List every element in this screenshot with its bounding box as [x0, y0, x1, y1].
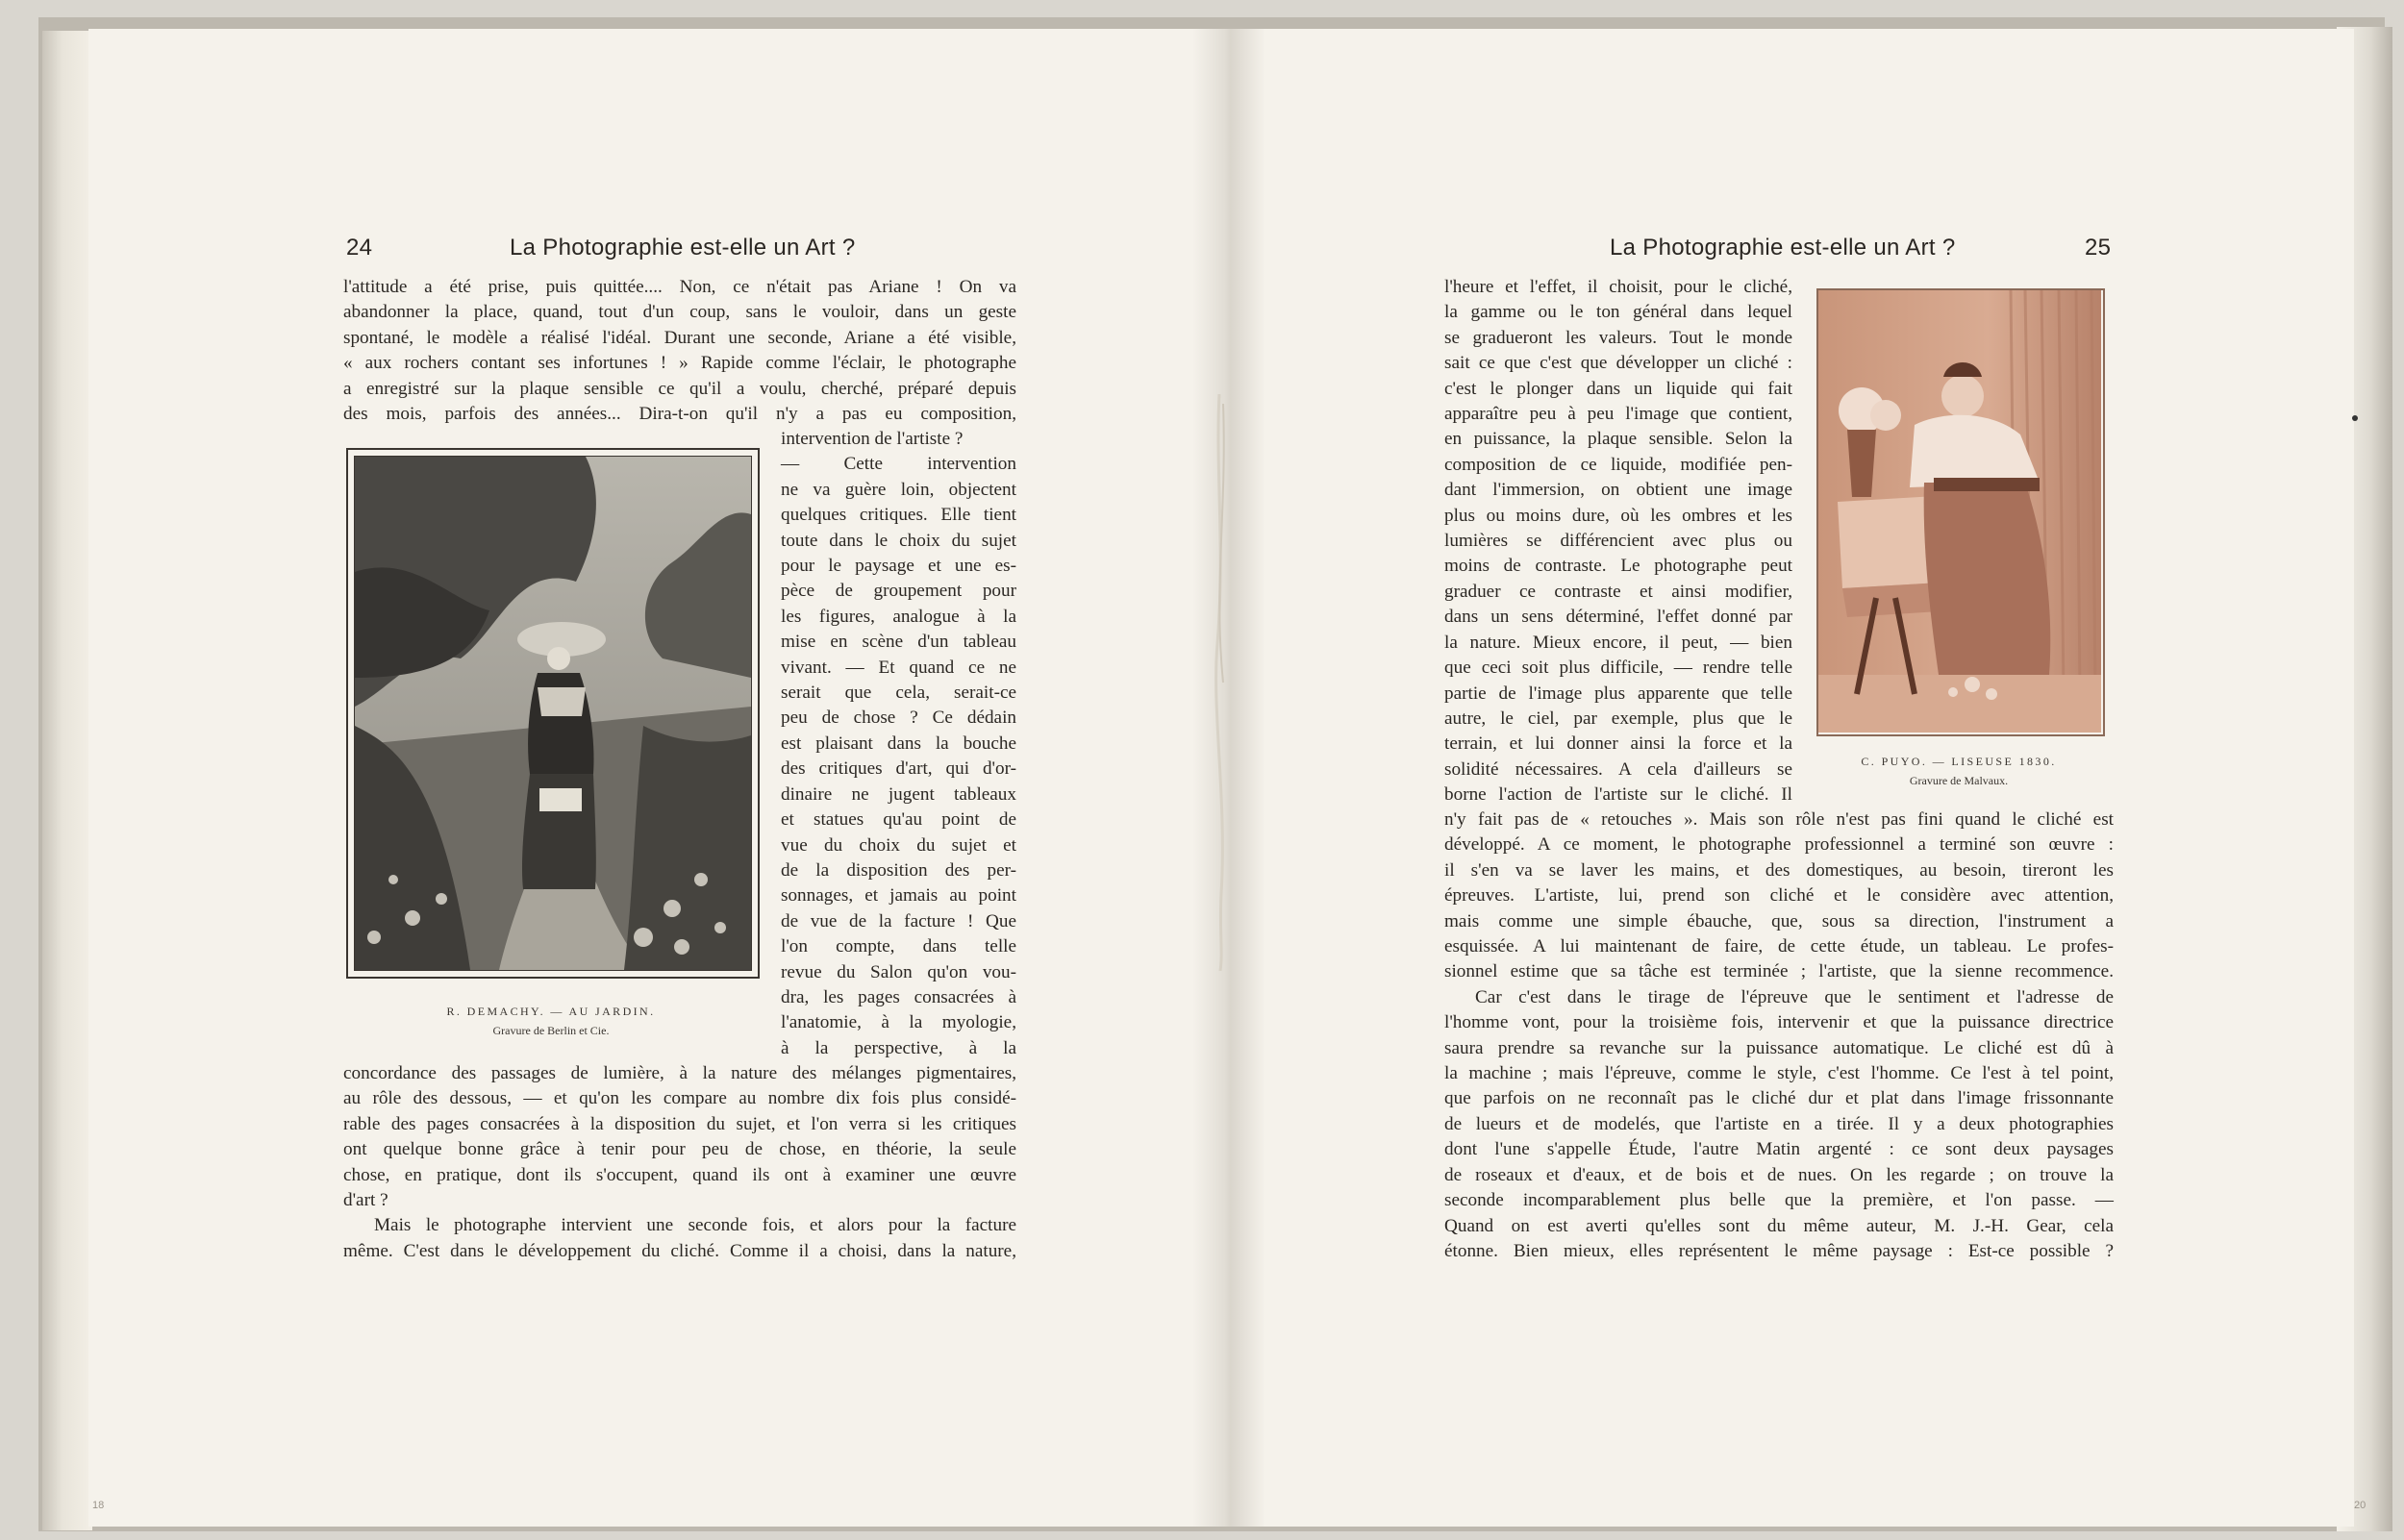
caption-engraver: Gravure de Malvaux. — [1909, 774, 2009, 787]
text-line: revue du Salon qu'on vou- — [781, 961, 1016, 982]
text-line: seconde incomparablement plus belle que la première, et l'on passe. — — [1444, 1190, 2114, 1211]
text-line: Car c'est dans le tirage de l'épreuve que le sentiment et l'adresse de — [1475, 986, 2114, 1007]
text-line: développé. A ce moment, le photographe professionnel a terminé son œuvre : — [1444, 834, 2114, 856]
text-line: esquissée. A lui maintenant de faire, de cette étude, un tableau. Le profes- — [1444, 936, 2114, 957]
text-line: composition de ce liquide, modifiée pen- — [1444, 454, 1792, 475]
reader-photograph — [1818, 290, 2101, 733]
text-line: la gamme ou le ton général dans lequel — [1444, 302, 1792, 323]
text-line: spontané, le modèle a réalisé l'idéal. Durant une seconde, Ariane a été visible, — [343, 327, 1016, 348]
text-line: étonne. Bien mieux, elles représentent le même paysage : Est-ce possible ? — [1444, 1240, 2114, 1261]
text-line: la machine ; mais l'épreuve, comme le style, c'est l'homme. Ce l'est à tel point, — [1444, 1063, 2114, 1084]
text-line: intervention de l'artiste ? — [781, 429, 964, 449]
text-line: des critiques d'art, qui d'or- — [781, 758, 1016, 780]
text-line: l'on compte, dans telle — [781, 936, 1016, 957]
text-line: au rôle des dessous, — et qu'on les compare au nombre dix fois plus considé- — [343, 1088, 1016, 1109]
margin-dot — [2352, 415, 2358, 421]
text-line: autre, le ciel, par exemple, plus que le — [1444, 708, 1792, 729]
text-line: quelques critiques. Elle tient — [781, 505, 1016, 526]
text-line: borne l'action de l'artiste sur le cliché. Il — [1444, 784, 1792, 806]
right-corner-mark: 20 — [2354, 1500, 2366, 1511]
text-line: Quand on est averti qu'elles sont du même auteur, M. J.-H. Gear, cela — [1444, 1215, 2114, 1236]
text-line: que ceci soit plus difficile, — rendre telle — [1444, 658, 1792, 679]
text-line: chose, en pratique, dont ils s'occupent, quand ils ont à examiner une œuvre — [343, 1164, 1016, 1185]
text-line: des mois, parfois des années... Dira-t-on qu'il n'y a pas eu composition, — [343, 404, 1016, 425]
text-line: d'art ? — [343, 1190, 388, 1211]
right-bottom-text — [1444, 807, 2114, 1264]
caption-engraver: Gravure de Berlin et Cie. — [492, 1024, 610, 1037]
text-line: la nature. Mieux encore, il peut, — bien — [1444, 632, 1792, 653]
text-line: vivant. — Et quand ce ne — [781, 657, 1016, 678]
text-line: de vue de la facture ! Que — [781, 910, 1016, 931]
text-line: concordance des passages de lumière, à la nature des mélanges pigmentaires, — [343, 1063, 1016, 1083]
caption-liseuse — [1816, 752, 2101, 790]
text-line: en puissance, la plaque sensible. Selon la — [1444, 429, 1792, 450]
left-corner-mark: 18 — [92, 1500, 105, 1511]
garden-photograph — [355, 457, 751, 970]
text-line: moins de contraste. Le photographe peut — [1444, 556, 1792, 577]
text-line: graduer ce contraste et ainsi modifier, — [1444, 581, 1792, 602]
text-line: c'est le plonger dans un liquide qui fait — [1444, 378, 1792, 399]
text-line: dont l'une s'appelle Étude, l'autre Matin argenté : ce sont deux paysages — [1444, 1139, 2114, 1160]
text-line: dra, les pages consacrées à — [781, 986, 1016, 1007]
text-line: terrain, et lui donner ainsi la force et la — [1444, 733, 1792, 755]
text-line: abandonner la place, quand, tout d'un coup, sans le vouloir, dans un geste — [343, 302, 1016, 323]
text-line: dans un sens déterminé, l'effet donné par — [1444, 607, 1792, 628]
text-line: ont quelque bonne grâce à tenir pour peu de chose, en théorie, la seule — [343, 1139, 1016, 1160]
text-line: l'anatomie, à la myologie, — [781, 1012, 1016, 1033]
text-line: mise en scène d'un tableau — [781, 632, 1016, 653]
left-bottom-text — [343, 1061, 1016, 1264]
text-line: il s'en va se laver les mains, et des domestiques, au besoin, tireront les — [1444, 859, 2114, 881]
left-page-edges — [42, 31, 92, 1530]
text-line: ne va guère loin, objectent — [781, 479, 1016, 500]
photo-au-jardin — [354, 456, 752, 971]
text-line: est plaisant dans la bouche — [781, 733, 1016, 754]
text-line: sonnages, et jamais au point — [781, 885, 1016, 907]
text-line: — Cette intervention — [781, 454, 1016, 475]
left-top-text — [343, 275, 1016, 427]
right-page-number: 25 — [2085, 235, 2112, 261]
text-line: solidité nécessaires. A cela d'ailleurs se — [1444, 758, 1792, 780]
text-line: sionnel estime que sa tâche est terminée ; l'artiste, que la sienne recommence. — [1444, 961, 2114, 982]
right-running-head: La Photographie est-elle un Art ? — [1610, 235, 1956, 261]
text-line: toute dans le choix du sujet — [781, 530, 1016, 551]
photo-liseuse — [1818, 290, 2101, 733]
text-line: apparaître peu à peu l'image que contient, — [1444, 404, 1792, 425]
text-line: partie de l'image plus apparente que telle — [1444, 683, 1792, 704]
left-side-column — [781, 427, 1016, 1061]
text-line: se gradueront les valeurs. Tout le monde — [1444, 327, 1792, 348]
figure-liseuse — [1816, 288, 2105, 736]
text-line: de lueurs et de modelés, que l'artiste en a tirée. Il y a deux photographies — [1444, 1113, 2114, 1134]
text-line: même. C'est dans le développement du cliché. Comme il a choisi, dans la nature, — [343, 1240, 1016, 1261]
text-line: plus ou moins dure, où les ombres et les — [1444, 505, 1792, 526]
text-line: a enregistré sur la plaque sensible ce qu'il a voulu, cherché, préparé depuis — [343, 378, 1016, 399]
caption-title: C. PUYO. — LISEUSE 1830. — [1861, 755, 2057, 768]
text-line: l'heure et l'effet, il choisit, pour le cliché, — [1444, 277, 1792, 297]
caption-au-jardin — [346, 1002, 756, 1040]
caption-title: R. DEMACHY. — AU JARDIN. — [446, 1005, 656, 1018]
text-line: « aux rochers contant ses infortunes ! » Rapide comme l'éclair, le photographe — [343, 353, 1016, 374]
figure-au-jardin — [346, 448, 760, 979]
text-line: rable des pages consacrées à la disposition du sujet, et l'on verra si les critiques — [343, 1113, 1016, 1134]
right-side-column — [1444, 275, 1792, 808]
text-line: de roseaux et d'eaux, et de bois et de nues. On les regarde ; on trouve la — [1444, 1164, 2114, 1185]
text-line: pèce de groupement pour — [781, 581, 1016, 602]
text-line: à la perspective, à la — [781, 1037, 1016, 1058]
text-line: pour le paysage et une es- — [781, 556, 1016, 577]
left-running-head: La Photographie est-elle un Art ? — [510, 235, 856, 261]
text-line: épreuves. L'artiste, lui, prend son cliché et le considère avec attention, — [1444, 885, 2114, 907]
binding-thread — [1206, 394, 1235, 971]
text-line: et statues qu'au point de — [781, 809, 1016, 831]
text-line: Mais le photographe intervient une seconde fois, et alors pour la facture — [374, 1215, 1016, 1236]
text-line: les figures, analogue à la — [781, 606, 1016, 627]
text-line: peu de chose ? Ce dédain — [781, 708, 1016, 729]
text-line: de la disposition des per- — [781, 859, 1016, 881]
text-line: l'attitude a été prise, puis quittée.... Non, ce n'était pas Ariane ! On va — [343, 277, 1016, 297]
text-line: vue du choix du sujet et — [781, 834, 1016, 856]
text-line: l'homme vont, pour la troisième fois, intervenir et que la puissance directrice — [1444, 1012, 2114, 1033]
text-line: dinaire ne jugent tableaux — [781, 783, 1016, 805]
text-line: sait ce que c'est que développer un cliché : — [1444, 353, 1792, 374]
text-line: dant l'immersion, on obtient une image — [1444, 480, 1792, 501]
text-line: n'y fait pas de « retouches ». Mais son rôle n'est pas fini quand le cliché est — [1444, 809, 2114, 830]
text-line: lumières se différencient avec plus ou — [1444, 531, 1792, 552]
left-page-number: 24 — [346, 235, 373, 261]
text-line: mais comme une simple ébauche, que, sous sa direction, l'instrument a — [1444, 910, 2114, 931]
text-line: que parfois on ne reconnaît pas le cliché dur et plat dans l'image frissonnante — [1444, 1088, 2114, 1109]
text-line: serait que cela, serait-ce — [781, 683, 1016, 704]
text-line: saura prendre sa revanche sur la puissance automatique. Le cliché est dû à — [1444, 1037, 2114, 1058]
